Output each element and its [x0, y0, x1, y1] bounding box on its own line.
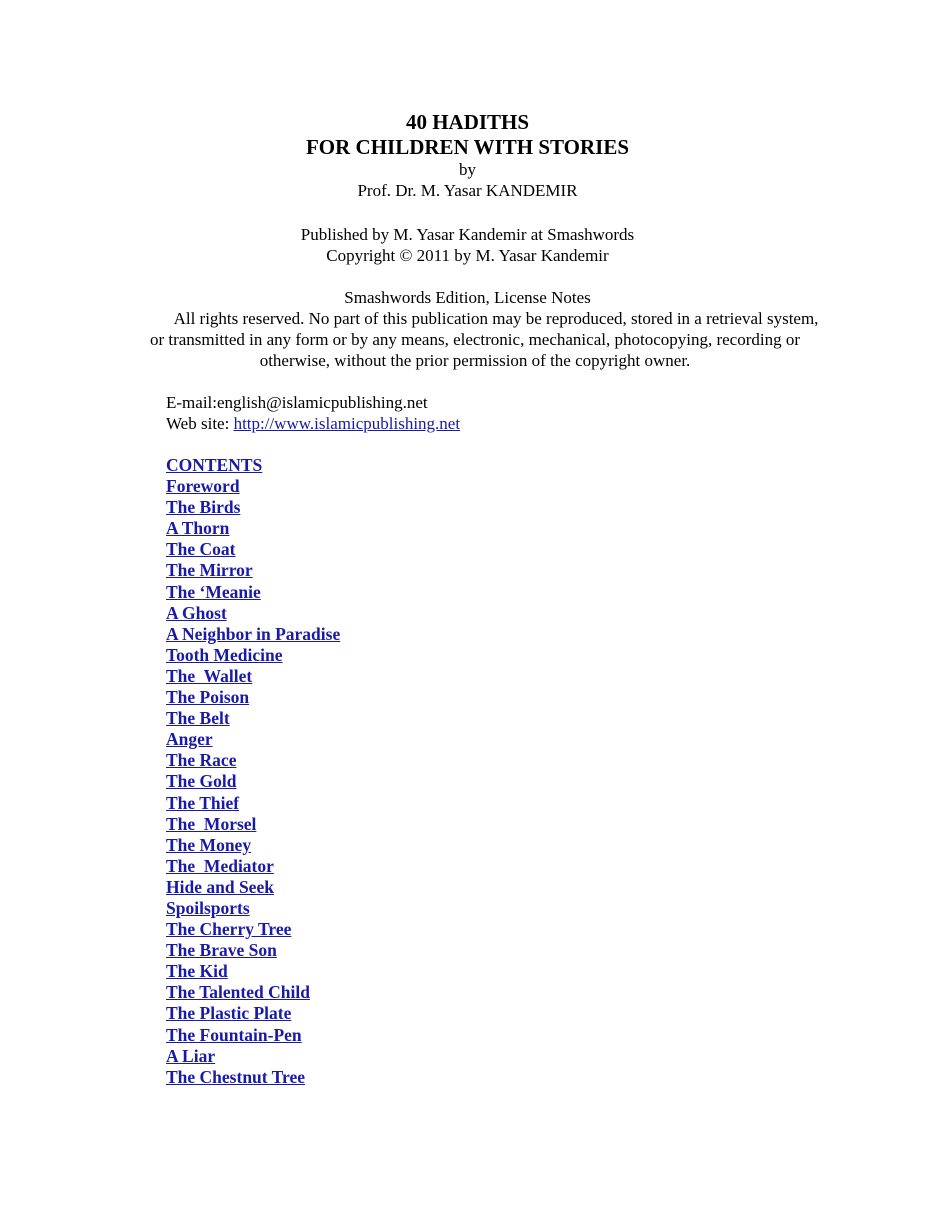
toc-item	[166, 961, 340, 982]
author-name: Prof. Dr. M. Yasar KANDEMIR	[357, 181, 578, 200]
toc-item	[166, 582, 340, 603]
toc-item	[166, 1025, 340, 1046]
website-label: Web site:	[166, 414, 234, 433]
toc-item	[166, 771, 340, 792]
license-heading: Smashwords Edition, License Notes	[344, 288, 591, 307]
toc-item-link[interactable]: The Thief	[166, 792, 240, 813]
by-label: by	[459, 160, 476, 179]
website-line	[166, 413, 460, 434]
toc-item	[166, 645, 340, 666]
toc-item-link[interactable]: Spoilsports	[166, 897, 250, 918]
email-line: E-mail:english@islamicpublishing.net	[166, 393, 428, 412]
toc-item	[166, 793, 340, 814]
toc-item	[166, 624, 340, 645]
toc-item-link[interactable]: The Mediator	[166, 855, 274, 876]
toc-item	[166, 1067, 340, 1088]
contact-info	[166, 392, 460, 434]
toc-item	[166, 750, 340, 771]
toc-item	[166, 1046, 340, 1067]
toc-item-link[interactable]: A Neighbor in Paradise	[166, 623, 341, 644]
publication-info	[0, 224, 935, 266]
toc-item	[166, 708, 340, 729]
toc-item	[166, 877, 340, 898]
toc-item	[166, 497, 340, 518]
published-by: Published by M. Yasar Kandemir at Smashwords	[300, 225, 635, 244]
toc-item	[166, 982, 340, 1003]
toc-item-link[interactable]: The Money	[166, 834, 252, 855]
toc-heading	[166, 455, 340, 476]
title-line-1: 40 HADITHS	[405, 110, 530, 134]
toc-item	[166, 919, 340, 940]
toc-item	[166, 603, 340, 624]
byline	[0, 159, 935, 201]
toc-item	[166, 940, 340, 961]
toc-item	[166, 518, 340, 539]
toc-item-link[interactable]: A Liar	[166, 1045, 216, 1066]
toc-item-link[interactable]: The Birds	[166, 497, 241, 518]
toc-item	[166, 476, 340, 497]
toc-item-link[interactable]: The Mirror	[166, 560, 253, 581]
license-heading-block	[0, 287, 935, 308]
toc-item-link[interactable]: The Talented Child	[166, 982, 310, 1003]
toc-item-link[interactable]: A Thorn	[166, 518, 230, 539]
toc-item-link[interactable]: The Chestnut Tree	[166, 1066, 306, 1087]
toc-item	[166, 1003, 340, 1024]
toc-item	[166, 560, 340, 581]
website-link[interactable]: http://www.islamicpublishing.net	[233, 414, 461, 433]
copyright-notice: Copyright © 2011 by M. Yasar Kandemir	[326, 246, 609, 265]
toc-item	[166, 687, 340, 708]
license-body: All rights reserved. No part of this publication may be reproduced, stored in a retrieval system, or transmitted in any form or by any means, electronic, mechanical, photocopying, recording or otherwise, without the prior permission of the copyright owner.	[149, 309, 819, 370]
book-title	[0, 110, 935, 160]
toc-item-link[interactable]: The ‘Meanie	[166, 581, 261, 602]
toc-item-link[interactable]: The Plastic Plate	[166, 1003, 292, 1024]
toc-item-link[interactable]: Foreword	[166, 476, 240, 497]
toc-item-link[interactable]: Anger	[166, 729, 213, 750]
title-line-2: FOR CHILDREN WITH STORIES	[305, 135, 630, 159]
toc-heading-link[interactable]: CONTENTS	[166, 455, 263, 475]
toc-item	[166, 835, 340, 856]
toc-item-link[interactable]: The Brave Son	[166, 940, 277, 961]
toc-item-link[interactable]: The Fountain-Pen	[166, 1024, 302, 1045]
toc-item-link[interactable]: Tooth Medicine	[166, 644, 283, 665]
toc-item-link[interactable]: The Race	[166, 750, 237, 771]
toc-item	[166, 814, 340, 835]
toc-item-link[interactable]: The Gold	[166, 771, 237, 792]
toc-item-link[interactable]: The Cherry Tree	[166, 919, 292, 940]
toc-item-link[interactable]: The Belt	[166, 708, 230, 729]
toc-item-link[interactable]: The Morsel	[166, 813, 257, 834]
toc-item	[166, 729, 340, 750]
toc-item	[166, 539, 340, 560]
toc-item-link[interactable]: Hide and Seek	[166, 876, 274, 897]
toc-item-link[interactable]: The Kid	[166, 961, 228, 982]
toc-item-link[interactable]: The Coat	[166, 539, 236, 560]
toc-item	[166, 856, 340, 877]
license-text	[130, 308, 820, 371]
toc-item	[166, 666, 340, 687]
table-of-contents	[166, 455, 340, 1088]
toc-item	[166, 898, 340, 919]
toc-item-link[interactable]: The Wallet	[166, 665, 253, 686]
toc-item-link[interactable]: The Poison	[166, 687, 250, 708]
toc-item-link[interactable]: A Ghost	[166, 602, 227, 623]
